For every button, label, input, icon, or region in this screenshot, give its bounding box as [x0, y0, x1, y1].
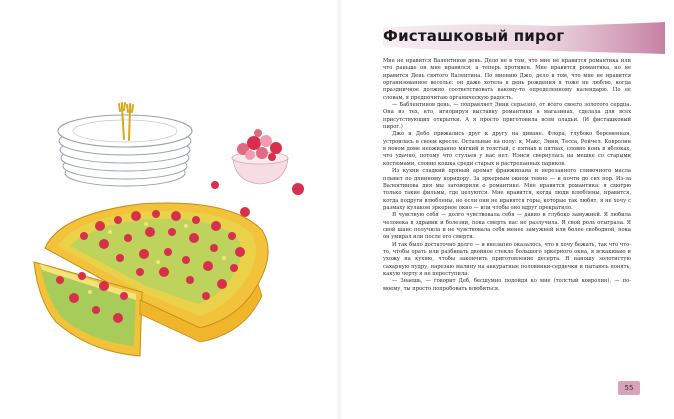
loose-raspberry: [211, 181, 219, 189]
raspberry-bowl: [232, 129, 288, 184]
pistachio-tart: [34, 203, 268, 356]
paragraph: Джо и Дебо прижались друг к другу на диване. Флора, глубоко беременная, устроилась в своем кресле. Остальные на полу: я, Макс, Энни, Тесса, Рейчел. Ковролин в новом доме неожиданно мягкий и толстый, с пятнах и пятнах, словно конь в яблоках, что удачно, потому что стульев у нас нет. Нэнси свернулась на мешке со старыми костюмами, словно кошка среди старых и растрепанных париков.: [383, 131, 631, 167]
plate-stack: [58, 115, 192, 186]
page-number: 55: [618, 381, 640, 395]
paragraph: Я чувствую себя — долго чувствовала себя — давно и глубоко замужней. Я любила человека в здравии и болезни, пока смерть нас не разлучила. Я свой роль отыграла. Я свой шанс получила и не чувствовала себя менее замужней или более свободной, пока он умирал или после его смерти.: [383, 212, 631, 241]
page-title: Фисташковый пирог: [383, 27, 565, 45]
paragraph: Из кухни сладкий пряный аромат франжипана и нерезанного сливочного масла плывет по длинному коридору. За эркерным окном темно — и почти до сих пор. Из-за Валентинова дня мы заговорили о романтике. Мне нравится романтика: я смотрю только такие фильмы, где целуются. Мне нравится, когда люди влюблены, нравится, когда подруги влюблены, но если они не нравятся горы, которые так любят, я не хочу с размаху кулаком эркерное окно — или чтобы оно вдруг прекратило.: [383, 168, 631, 211]
article-body: [383, 58, 631, 293]
loose-raspberry: [292, 183, 304, 195]
paragraph: — Знаешь, — говорит Деб, бесшумно подойдя ко мне (толстый ковролин), — по-моему, ты просто попробовать влюбиться.: [383, 278, 631, 292]
right-page: [337, 0, 674, 419]
paragraph: Мне не нравится Валентинов день. Дело не в том, что мне не нравится романтика или что раньше он мне нравился, а теперь противен. Мне нравится романтика, но не нравится День святого Валентина. По мнению Джо, дело в том, что мне не нравится организованное веселье: он даже хотела в день рождения я тоже не люблю, когда праздничное должно соответствовать какому-то определенному календарю. По ее словам, я предпочитаю органическую радость.: [383, 58, 631, 101]
title-banner: [383, 20, 665, 56]
paragraph: — Баблентинов день, — поправляет Энни серьезно, от всего своего золотого сердца. Она из тех, кто, игнорируя выставку романтики в магазинах, сделала для всех присутствующих открытки. А я просто приготовила всем оладьи. (И фисташковый пирог.): [383, 102, 631, 131]
paragraph: И так было достаточно долго — и внезапно оказалось, что я хочу бежать, так что что-то, чтобы орать или разбивать двойное стекло большого эркерного окна, я вскакиваю и ухожу на кухню, чтобы закончить приготовление десерта. Я наношу золотистую сахарную пудру, нарезаю малину на аккуратные половинки-сердечки и пытаюсь понять, какую черту я не переступила.: [383, 241, 631, 277]
